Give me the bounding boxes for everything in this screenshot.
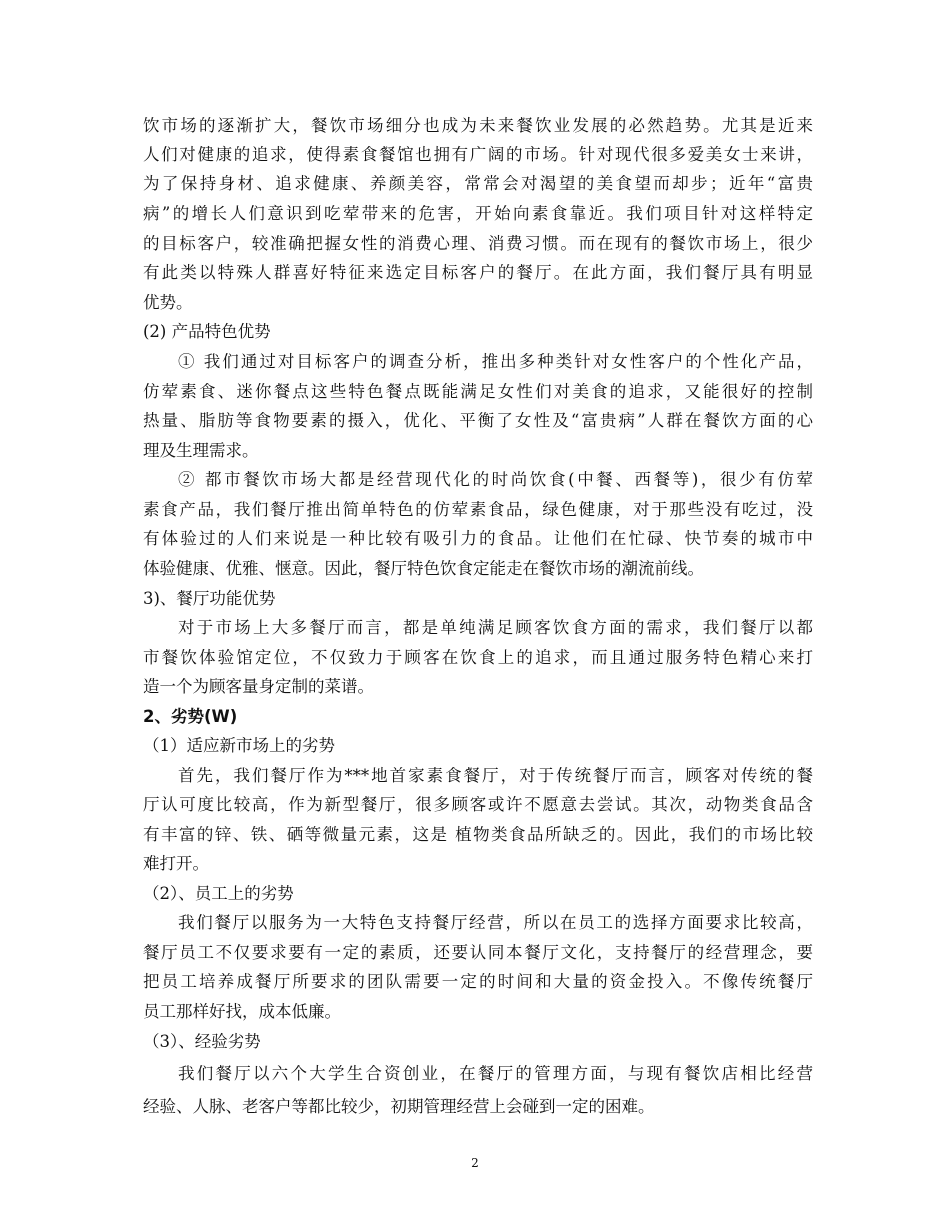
text-line: 员工那样好找，成本低廉。	[143, 1002, 341, 1021]
text-line: ② 都市餐饮市场大都是经营现代化的时尚饮食(中餐、西餐等)，很少有仿荤	[178, 470, 813, 489]
text-line: 仿荤素食、迷你餐点这些特色餐点既能满足女性们对美食的追求，又能很好的控制	[143, 382, 813, 401]
text-line: 我们餐厅以六个大学生合资创业，在餐厅的管理方面，与现有餐饮店相比经营	[178, 1064, 813, 1083]
text-line: 餐厅员工不仅要求要有一定的素质，还要认同本餐厅文化，支持餐厅的经营理念，要	[143, 943, 813, 962]
subsection-heading: （1）适应新市场上的劣势	[143, 736, 335, 755]
text-line: 热量、脂肪等食物要素的摄入，优化、平衡了女性及“富贵病”人群在餐饮方面的心	[143, 411, 813, 430]
subsection-heading: （2）、员工上的劣势	[143, 884, 294, 903]
text-line: 首先，我们餐厅作为***地首家素食餐厅，对于传统餐厅而言，顾客对传统的餐	[178, 766, 813, 785]
text-line: 造一个为顾客量身定制的菜谱。	[143, 677, 374, 696]
text-line: 体验健康、优雅、惬意。因此，餐厅特色饮食定能走在餐饮市场的潮流前线。	[143, 559, 704, 578]
text-line: 经验、人脉、老客户等都比较少，初期管理经营上会碰到一定的困难。	[143, 1097, 655, 1116]
text-line: 理及生理需求。	[143, 441, 259, 460]
text-line: 有体验过的人们来说是一种比较有吸引力的食品。让他们在忙碌、快节奏的城市中	[143, 529, 813, 548]
text-line: ① 我们通过对目标客户的调查分析，推出多种类针对女性客户的个性化产品，	[178, 352, 813, 371]
text-line: 素食产品，我们餐厅推出简单特色的仿荤素食品，绿色健康，对于那些没有吃过，没	[143, 500, 813, 519]
text-line: 我们餐厅以服务为一大特色支持餐厅经营，所以在员工的选择方面要求比较高，	[178, 913, 813, 932]
text-line: 市餐饮体验馆定位，不仅致力于顾客在饮食上的追求，而且通过服务特色精心来打	[143, 648, 813, 667]
section-heading: 2、劣势(W)	[143, 707, 238, 726]
section-heading: (2) 产品特色优势	[143, 322, 271, 341]
text-line: 把员工培养成餐厅所要求的团队需要一定的时间和大量的资金投入。不像传统餐厅	[143, 972, 813, 991]
subsection-heading: （3）、经验劣势	[143, 1032, 261, 1051]
text-line: 有此类以特殊人群喜好特征来选定目标客户的餐厅。在此方面，我们餐厅具有明显	[143, 263, 813, 282]
text-line: 饮市场的逐渐扩大，餐饮市场细分也成为未来餐饮业发展的必然趋势。尤其是近来	[143, 116, 813, 135]
text-line: 难打开。	[143, 854, 209, 873]
text-line: 的目标客户，较准确把握女性的消费心理、消费习惯。而在现有的餐饮市场上，很少	[143, 234, 813, 253]
text-line: 病”的增长人们意识到吃荤带来的危害，开始向素食靠近。我们项目针对这样特定	[143, 204, 813, 223]
text-line: 为了保持身材、追求健康、养颜美容，常常会对渴望的美食望而却步；近年“富贵	[143, 174, 813, 193]
page-number: 2	[471, 1156, 479, 1170]
section-heading: 3)、餐厅功能优势	[143, 589, 276, 608]
text-line: 有丰富的锌、铁、硒等微量元素，这是 植物类食品所缺乏的。因此，我们的市场比较	[143, 825, 813, 844]
text-line: 对于市场上大多餐厅而言，都是单纯满足顾客饮食方面的需求，我们餐厅以都	[178, 618, 813, 637]
text-line: 优势。	[143, 293, 193, 312]
text-line: 厅认可度比较高，作为新型餐厅，很多顾客或许不愿意去尝试。其次，动物类食品含	[143, 795, 813, 814]
text-line: 人们对健康的追求，使得素食餐馆也拥有广阔的市场。针对现代很多爱美女士来讲，	[143, 145, 813, 164]
